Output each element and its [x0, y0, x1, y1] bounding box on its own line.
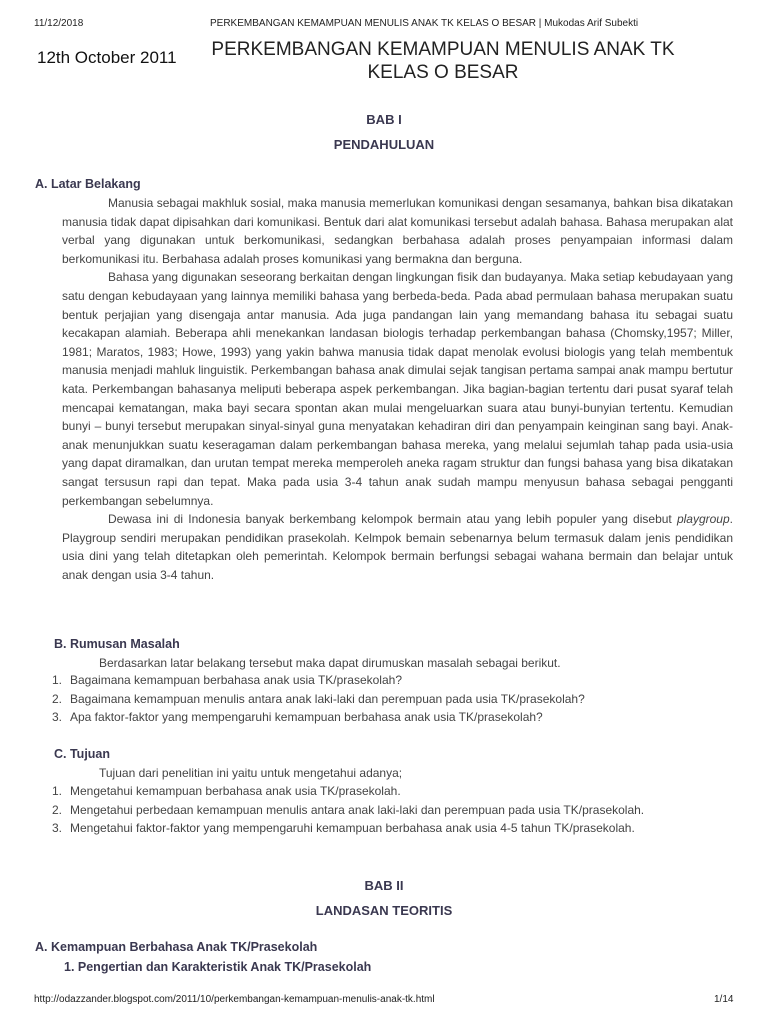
section-a-heading: A. Latar Belakang [35, 177, 141, 191]
bab2-label: BAB II [364, 878, 404, 893]
post-title-line-1: PERKEMBANGAN KEMAMPUAN MENULIS ANAK TK [211, 39, 675, 60]
section-c-intro: Tujuan dari penelitian ini yaitu untuk mengetahui adanya; [99, 766, 403, 780]
bab1-label: BAB I [366, 112, 402, 127]
post-title-line-2: KELAS O BESAR [367, 62, 519, 83]
section-c-heading: C. Tujuan [54, 747, 111, 761]
section-b-intro: Berdasarkan latar belakang tersebut maka dapat dirumuskan masalah sebagai berikut. [99, 656, 561, 670]
bab2-title: LANDASAN TEORITIS [315, 903, 453, 918]
bab2-section-a-heading: A. Kemampuan Berbahasa Anak TK/Prasekolah [35, 940, 318, 954]
section-c-list [52, 782, 742, 838]
page-number: 1/14 [714, 994, 734, 1005]
post-title [200, 38, 686, 84]
list-item: 1. Bagaimana kemampuan berbahasa anak usia TK/prasekolah? [52, 673, 402, 687]
list-item: 3. Mengetahui faktor-faktor yang mempengaruhi kemampuan berbahasa anak usia 4-5 tahun TK/prasekolah. [52, 821, 635, 836]
paragraph-text: Dewasa ini di Indonesia banyak berkembang kelompok bermain atau yang lebih populer yang disebut [108, 512, 677, 527]
bab1-title: PENDAHULUAN [333, 137, 435, 152]
post-date: 12th October 2011 [37, 48, 177, 67]
list-item: 2. Bagaimana kemampuan menulis antara anak laki-laki dan perempuan pada usia TK/prasekolah? [52, 691, 585, 706]
footer-url: http://odazzander.blogspot.com/2011/10/perkembangan-kemampuan-menulis-anak-tk.html [34, 994, 435, 1005]
section-b-list [52, 671, 742, 727]
list-item: 1. Mengetahui kemampuan berbahasa anak usia TK/prasekolah. [52, 784, 401, 798]
paragraph [62, 510, 733, 584]
section-b-heading: B. Rumusan Masalah [54, 637, 180, 651]
paragraph: Bahasa yang digunakan seseorang berkaitan dengan lingkungan fisik dan budayanya. Maka setiap kebudayaan yang satu dengan kebudayaan yang lainnya memiliki bahasa yang berbeda-beda. Pada abad permulaan bahasa merupakan suatu bentuk perjajian yang disengaja antar manusia. Ada juga pandangan lain yang memandang bahasa itu sebagai suatu kecakapan alamiah. Beberapa ahli menekankan landasan biologis terhadap perkembangan bahasa (Chomsky,1957; Miller, 1981; Maratos, 1983; Howe, 1993) yang yakin bahwa manusia tidak dapat menolak evolusi biologis yang telah membentuk manusia menjadi mahluk linguistik. Perkembangan bahasa anak dimulai sejak tangisan pertama sampai anak mampu bertutur kata. Perkembangan bahasanya meliputi beberapa aspek perkembangan. Jika bagian-bagian tertentu dari pusat syaraf telah mencapai kematangan, maka bayi secara spontan akan mulai mengeluarkan suara atau bunyi-bunyian tertentu. Kemudian bunyi – bunyi tersebut merupakan sinyal-sinyal guna menyatakan kehadiran diri dan penyampain keinginan sang bayi. Anak-anak menunjukkan suatu keseragaman dalam perkembangan bahasa mereka, yang melalui sejumlah tahap pada usia-usia yang dapat diramalkan, dan urutan tempat mereka memperoleh aneka ragam struktur dan fungsi bahasa yang bisa dikatakan sangat tersusun rapi dan tepat. Maka pada usia 3-4 tahun anak sudah mampu menyusun bahasa sebagai pengganti perkembangan sebelumnya. [62, 270, 733, 508]
print-date: 11/12/2018 [34, 18, 84, 29]
list-item: 2. Mengetahui perbedaan kemampuan menulis antara anak laki-laki dan perempuan pada usia TK/prasekolah. [52, 802, 645, 817]
browser-page-title: PERKEMBANGAN KEMAMPUAN MENULIS ANAK TK KELAS O BESAR | Mukodas Arif Subekti [210, 18, 639, 29]
bab2-subsection-1-heading: 1. Pengertian dan Karakteristik Anak TK/Prasekolah [64, 960, 372, 974]
paragraph: Manusia sebagai makhluk sosial, maka manusia memerlukan komunikasi dengan sesamanya, bahkan bisa dikatakan manusia tidak dapat dipisahkan dari komunikasi. Bentuk dari alat komunikasi tersebut adalah bahasa. Bahasa merupakan alat verbal yang digunakan untuk berkomunikasi, sedangkan berbahasa adalah proses penyampaian informasi dalam berkomunikasi itu. Berbahasa adalah proses komunikasi yang bermakna dan berguna. [62, 196, 733, 266]
italic-term: playgroup [676, 512, 730, 527]
section-a-body [62, 194, 733, 584]
list-item: 3. Apa faktor-faktor yang mempengaruhi kemampuan berbahasa anak usia TK/prasekolah? [52, 710, 543, 725]
paragraph-text: . Playgroup sendiri merupakan pendidikan prasekolah. Kelmpok bemain sebenarnya belum termasuk dalam jenis pendidikan usia dini yang telah ditetapkan oleh pemerintah. Kelompok bermain berfungsi sebagai wahana bermain dan belajar untuk anak dengan usia 3-4 tahun. [62, 512, 733, 582]
